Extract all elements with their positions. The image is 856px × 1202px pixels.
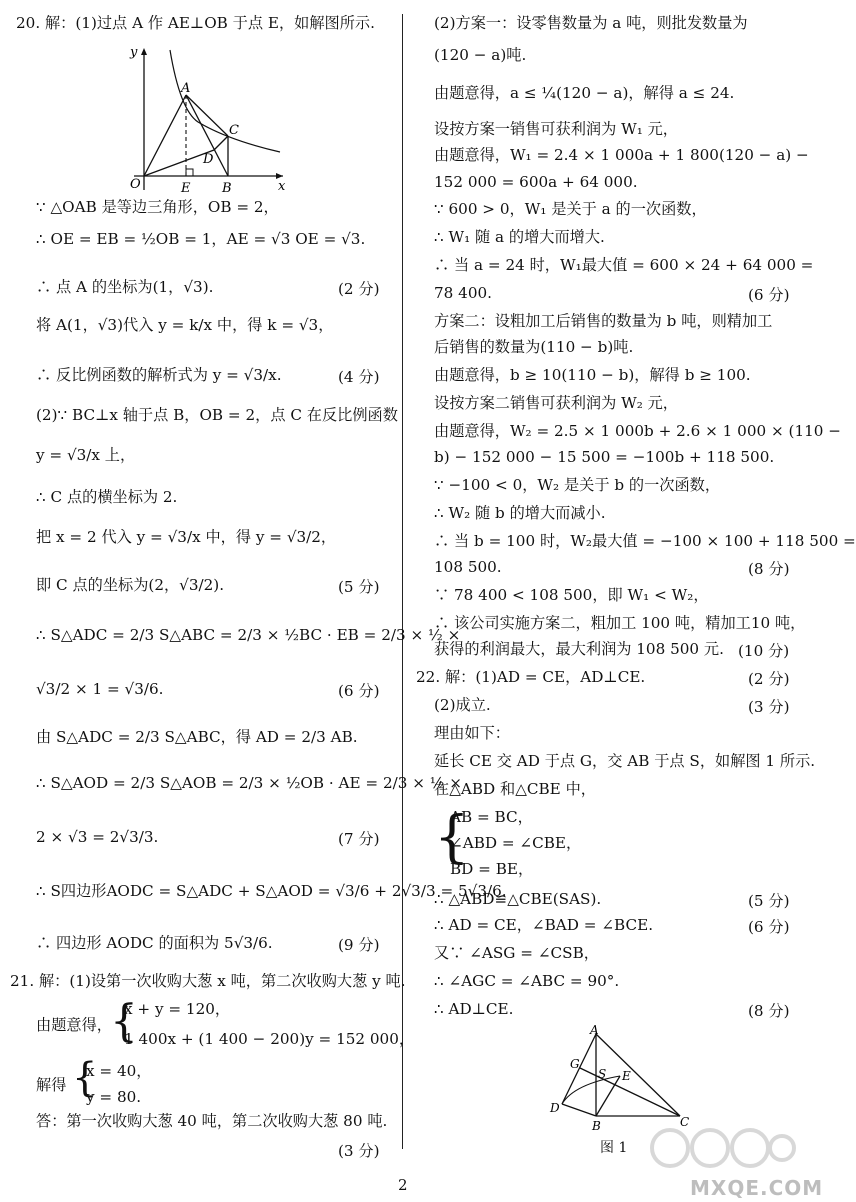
q20-line: ∵ △OAB 是等边三角形，OB = 2， xyxy=(36,198,279,216)
q21-system-line: x + y = 120， xyxy=(124,1000,231,1018)
svg-text:G: G xyxy=(570,1057,580,1071)
q21-line: b) − 152 000 − 15 500 = −100b + 118 500. xyxy=(434,448,775,466)
q22-line: ∴ AD = CE，∠BAD = ∠BCE. xyxy=(434,916,654,934)
q21-line: ∴ 该公司实施方案二，粗加工 100 吨，精加工10 吨， xyxy=(434,614,806,632)
svg-text:B: B xyxy=(222,181,232,196)
q20-line: ∴ 四边形 AODC 的面积为 5√3/6. xyxy=(36,934,273,952)
q21-system-line: x = 40， xyxy=(86,1062,152,1080)
svg-text:x: x xyxy=(278,179,286,194)
score-mark: (3 分) xyxy=(338,1142,380,1160)
system-brace: { xyxy=(72,1055,98,1101)
score-mark: (2 分) xyxy=(748,670,790,688)
q22-line: 又∵ ∠ASG = ∠CSB， xyxy=(434,944,599,962)
q22-line: (2)成立. xyxy=(434,696,491,714)
q22-figure xyxy=(540,1023,690,1134)
q21-heading: 21. 解：(1)设第一次收购大葱 x 吨，第二次收购大葱 y 吨. xyxy=(10,972,406,990)
q20-line: 由 S△ADC = 2/3 S△ABC，得 AD = 2/3 AB. xyxy=(36,728,358,746)
svg-text:A: A xyxy=(181,81,191,96)
q22-line: 延长 CE 交 AD 于点 G，交 AB 于点 S，如解图 1 所示. xyxy=(434,752,816,770)
q22-system-line: AB = BC， xyxy=(450,808,533,826)
q22-system-line: BD = BE， xyxy=(450,860,534,878)
svg-text:B: B xyxy=(592,1119,601,1133)
figure-caption: 图 1 xyxy=(600,1140,628,1156)
q21-line: 设按方案二销售可获利润为 W₂ 元， xyxy=(434,394,678,412)
q20-line: y = √3/x 上， xyxy=(36,446,136,464)
q21-line: 解得 xyxy=(36,1076,67,1094)
svg-text:C: C xyxy=(680,1115,690,1129)
score-mark: (9 分) xyxy=(338,936,380,954)
score-mark: (8 分) xyxy=(748,560,790,578)
q21-line: (2)方案一：设零售数量为 a 吨，则批发数量为 xyxy=(434,14,748,32)
svg-text:D: D xyxy=(550,1101,560,1115)
q21-line: ∵ 600 > 0，W₁ 是关于 a 的一次函数， xyxy=(434,200,707,218)
q20-figure xyxy=(118,40,288,198)
score-mark: (6 分) xyxy=(748,286,790,304)
q21-line: 后销售的数量为(110 − b)吨. xyxy=(434,338,634,356)
q20-line: 把 x = 2 代入 y = √3/x 中，得 y = √3/2， xyxy=(36,528,337,546)
q21-line: 设按方案一销售可获利润为 W₁ 元， xyxy=(434,120,678,138)
q21-system-line: y = 80. xyxy=(86,1088,142,1106)
svg-text:E: E xyxy=(622,1069,631,1083)
q20-line: √3/2 × 1 = √3/6. xyxy=(36,680,164,698)
q20-line: 2 × √3 = 2√3/3. xyxy=(36,828,159,846)
score-mark: (6 分) xyxy=(338,682,380,700)
svg-text:A: A xyxy=(590,1023,599,1037)
q21-line: 108 500. xyxy=(434,558,502,576)
system-brace: { xyxy=(434,805,470,870)
score-mark: (4 分) xyxy=(338,368,380,386)
score-mark: (5 分) xyxy=(748,892,790,910)
svg-text:C: C xyxy=(229,123,239,138)
q21-line: 由题意得，a ≤ ¼(120 − a)，解得 a ≤ 24. xyxy=(434,84,735,102)
score-mark: (10 分) xyxy=(738,642,790,660)
q20-line: ∴ S△AOD = 2/3 S△AOB = 2/3 × ½OB · AE = 2/3 × ½ × xyxy=(36,774,463,792)
q21-line: 方案二：设粗加工后销售的数量为 b 吨，则精加工 xyxy=(434,312,773,330)
q20-line: ∴ 反比例函数的解析式为 y = √3/x. xyxy=(36,366,282,384)
q22-line: ∴ AD⊥CE. xyxy=(434,1000,514,1018)
system-brace: { xyxy=(110,996,138,1047)
q21-line: 获得的利润最大，最大利润为 108 500 元. xyxy=(434,640,724,658)
q20-line: ∴ 点 A 的坐标为(1，√3). xyxy=(36,278,214,296)
svg-text:S: S xyxy=(598,1067,607,1081)
q21-line: 由题意得，W₁ = 2.4 × 1 000a + 1 800(120 − a) − xyxy=(434,146,809,164)
q21-line: 152 000 = 600a + 64 000. xyxy=(434,173,638,191)
q21-line: 78 400. xyxy=(434,284,492,302)
q21-system-line: 1 400x + (1 400 − 200)y = 152 000， xyxy=(124,1030,415,1048)
score-mark: (5 分) xyxy=(338,578,380,596)
q21-line: ∴ W₁ 随 a 的增大而增大. xyxy=(434,228,605,246)
q20-line: 即 C 点的坐标为(2，√3/2). xyxy=(36,576,225,594)
q20-line: 将 A(1，√3)代入 y = k/x 中，得 k = √3， xyxy=(36,316,334,334)
q20-line: (2)∵ BC⊥x 轴于点 B，OB = 2，点 C 在反比例函数 xyxy=(36,406,398,424)
q20-line: ∴ OE = EB = ½OB = 1，AE = √3 OE = √3. xyxy=(36,230,366,248)
q21-line: ∵ 78 400 < 108 500，即 W₁ < W₂， xyxy=(434,586,709,604)
q20-line: ∴ S△ADC = 2/3 S△ABC = 2/3 × ½BC · EB = 2/3 × ½ × xyxy=(36,626,461,644)
q20-line: ∴ C 点的横坐标为 2. xyxy=(36,488,178,506)
q22-line: 理由如下： xyxy=(434,724,510,742)
q21-line: 由题意得， xyxy=(36,1016,112,1034)
score-mark: (7 分) xyxy=(338,830,380,848)
q22-system-line: ∠ABD = ∠CBE， xyxy=(450,834,582,852)
q21-line: ∴ 当 b = 100 时，W₂最大值 = −100 × 100 + 118 500 = xyxy=(434,532,856,550)
q21-line: 由题意得，W₂ = 2.5 × 1 000b + 2.6 × 1 000 × (110 − xyxy=(434,422,841,440)
q22-heading: 22. 解：(1)AD = CE，AD⊥CE. xyxy=(416,668,646,686)
q20-heading: 20. 解：(1)过点 A 作 AE⊥OB 于点 E，如解图所示. xyxy=(16,14,375,32)
q21-line: ∴ 当 a = 24 时，W₁最大值 = 600 × 24 + 64 000 = xyxy=(434,256,814,274)
q21-line: 答：第一次收购大葱 40 吨，第二次收购大葱 80 吨. xyxy=(36,1112,388,1130)
q21-line: (120 − a)吨. xyxy=(434,46,527,64)
svg-text:O: O xyxy=(130,177,141,192)
svg-text:y: y xyxy=(130,45,138,60)
q22-line: 在△ABD 和△CBE 中， xyxy=(434,780,596,798)
svg-text:E: E xyxy=(181,181,191,196)
page-number: 2 xyxy=(398,1176,408,1194)
score-mark: (2 分) xyxy=(338,280,380,298)
q21-line: 由题意得，b ≥ 10(110 − b)，解得 b ≥ 100. xyxy=(434,366,751,384)
q21-line: ∴ W₂ 随 b 的增大而减小. xyxy=(434,504,606,522)
q20-line: ∴ S四边形AODC = S△ADC + S△AOD = √3/6 + 2√3/3 = 5√3/6. xyxy=(36,882,507,900)
watermark-text: MXQE.COM xyxy=(690,1176,824,1200)
q22-line: ∴ ∠AGC = ∠ABC = 90°. xyxy=(434,972,620,990)
score-mark: (6 分) xyxy=(748,918,790,936)
q21-line: ∵ −100 < 0，W₂ 是关于 b 的一次函数， xyxy=(434,476,721,494)
score-mark: (3 分) xyxy=(748,698,790,716)
score-mark: (8 分) xyxy=(748,1002,790,1020)
q22-line: ∴ △ABD≌△CBE(SAS). xyxy=(434,890,602,908)
svg-text:D: D xyxy=(203,152,214,167)
